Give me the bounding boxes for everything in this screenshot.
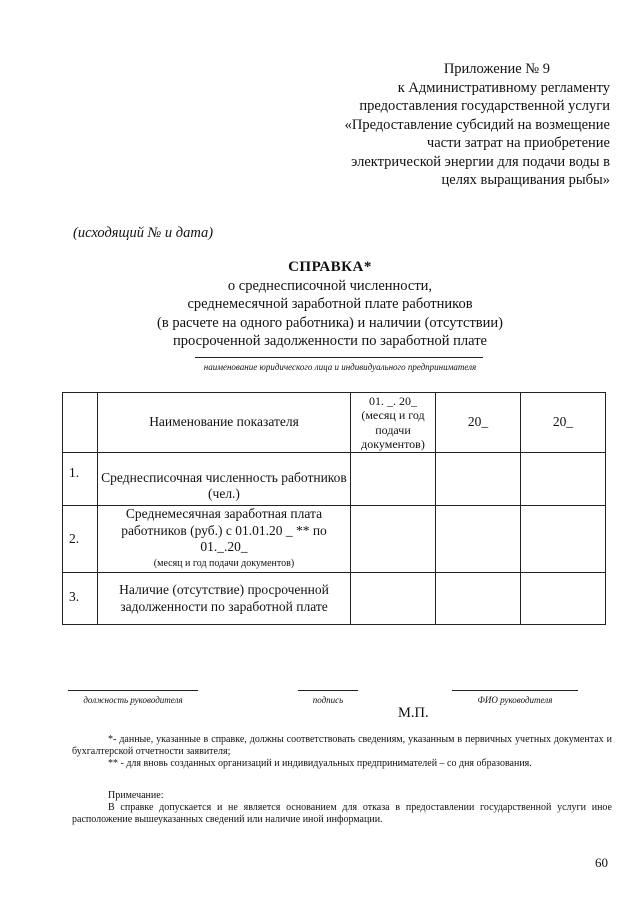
appendix-line: предоставления государственной услуги	[359, 98, 610, 114]
entity-name-caption: наименование юридического лица и индивидуального предпринимателя	[203, 362, 477, 372]
subtitle-line: среднемесячной заработной плате работников	[187, 296, 473, 312]
value-cell[interactable]	[521, 453, 606, 506]
subtitle-line: о среднесписочной численности,	[227, 277, 433, 294]
position-caption: должность руководителя	[83, 695, 183, 705]
value-cell[interactable]	[521, 573, 606, 625]
subtitle-line: просроченной задолженности по заработной плате	[173, 333, 487, 349]
value-cell[interactable]	[351, 573, 436, 625]
row-number: 1.	[63, 453, 98, 506]
row-number: 3.	[63, 573, 98, 625]
appendix-header	[250, 60, 610, 190]
row-number: 2.	[63, 506, 98, 573]
table-row	[63, 453, 606, 506]
footnotes	[72, 734, 612, 770]
value-cell[interactable]	[436, 453, 521, 506]
entity-name-field[interactable]	[195, 357, 483, 358]
page-number: 60	[595, 855, 608, 870]
row-name-note: (месяц и год подачи документов)	[153, 557, 295, 569]
header-cell-date: 01. _. 20_ (месяц и год подачи документов)	[351, 393, 436, 453]
appendix-line: целях выращивания рыбы»	[441, 172, 610, 188]
appendix-line: «Предоставление субсидий на возмещение	[344, 116, 610, 133]
value-cell[interactable]	[521, 506, 606, 573]
header-cell-name: Наименование показателя	[98, 393, 351, 453]
appendix-line: части затрат на приобретение	[426, 135, 610, 151]
row-name	[98, 506, 351, 573]
value-cell[interactable]	[436, 506, 521, 573]
position-signature-line[interactable]	[68, 690, 198, 691]
outgoing-number-date: (исходящий № и дата)	[73, 225, 214, 241]
value-cell[interactable]	[351, 453, 436, 506]
appendix-number: Приложение № 9	[443, 61, 550, 77]
remark-heading: Примечание:	[108, 790, 164, 801]
stamp-place: М.П.	[398, 705, 429, 721]
value-cell[interactable]	[436, 573, 521, 625]
header-cell-number	[63, 393, 98, 453]
table-row	[63, 506, 606, 573]
footnote-1: *- данные, указанные в справке, должны соответствовать сведениям, указанным в первичных учетных документах и бухгалтерской отчетности заявителя;	[72, 734, 612, 757]
row-name: Наличие (отсутствие) просроченной задолженности по заработной плате	[98, 573, 351, 625]
row-name-main: Среднемесячная заработная плата работников (руб.) с 01.01.20 _ ** по 01._.20_	[121, 506, 327, 554]
row-name: Среднесписочная численность работников (чел.)	[98, 453, 351, 506]
indicators-table	[62, 392, 606, 625]
full-name-signature-line[interactable]	[452, 690, 578, 691]
value-cell[interactable]	[351, 506, 436, 573]
signature-line[interactable]	[298, 690, 358, 691]
table-row	[63, 573, 606, 625]
signature-caption: подпись	[312, 695, 344, 705]
certificate-heading	[60, 258, 600, 351]
document-title: СПРАВКА*	[288, 259, 372, 275]
remark-text: В справке допускается и не является основанием для отказа в предоставлении государственной услуги иное расположение вышеуказанных сведений или наличие иной информации.	[72, 802, 612, 825]
appendix-line: электрической энергии для подачи воды в	[351, 153, 610, 170]
footnote-2: ** - для вновь созданных организаций и индивидуальных предпринимателей – со дня образования.	[108, 758, 532, 769]
subtitle-line: (в расчете на одного работника) и наличии (отсутствии)	[157, 314, 503, 331]
appendix-line: к Административному регламенту	[397, 79, 610, 96]
table-header-row	[63, 393, 606, 453]
full-name-caption: ФИО руководителя	[477, 695, 553, 705]
header-cell-year: 20_	[436, 393, 521, 453]
header-cell-year: 20_	[521, 393, 606, 453]
